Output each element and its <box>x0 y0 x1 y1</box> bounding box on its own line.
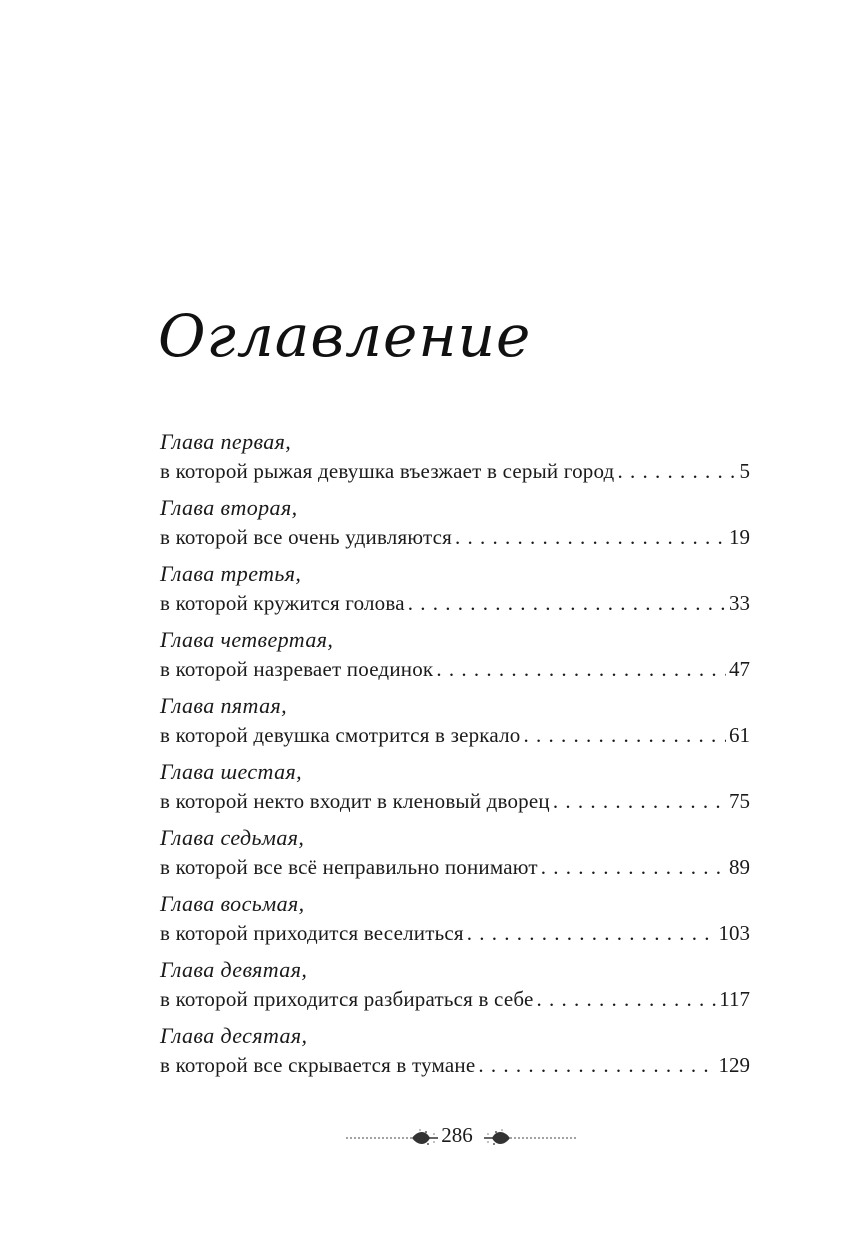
chapter-description: в которой приходится веселиться <box>160 921 464 945</box>
page-footer <box>312 1104 602 1174</box>
chapter-title: Глава восьмая, <box>160 891 305 916</box>
toc-entry-9 <box>160 956 750 1022</box>
toc-entry-5 <box>160 692 750 758</box>
toc-line <box>160 1050 750 1080</box>
dot-leader <box>553 786 726 816</box>
toc-entry-7 <box>160 824 750 890</box>
toc-entry-1 <box>160 428 750 494</box>
page-reference: 47 <box>729 657 750 681</box>
chapter-description: в которой рыжая девушка въезжает в серый город <box>160 459 615 483</box>
flourish-ornament-icon <box>480 1126 580 1150</box>
toc-entry-3 <box>160 560 750 626</box>
dot-leader <box>617 456 736 486</box>
toc-line <box>160 522 750 552</box>
chapter-title: Глава вторая, <box>160 495 298 520</box>
page-reference: 117 <box>719 987 750 1011</box>
dot-leader <box>408 588 726 618</box>
toc-entry-2 <box>160 494 750 560</box>
chapter-description: в которой назревает поединок <box>160 657 434 681</box>
page-title: Оглавление <box>158 302 532 370</box>
chapter-description: в которой некто входит в кленовый дворец <box>160 789 550 813</box>
page-reference: 89 <box>729 855 750 879</box>
chapter-description: в которой все очень удивляются <box>160 525 452 549</box>
chapter-title: Глава седьмая, <box>160 825 305 850</box>
dot-leader <box>436 654 726 684</box>
page-reference: 75 <box>729 789 750 813</box>
toc-entry-6 <box>160 758 750 824</box>
toc-entry-4 <box>160 626 750 692</box>
page-reference: 61 <box>729 723 750 747</box>
toc-line <box>160 654 750 684</box>
chapter-title: Глава первая, <box>160 429 292 454</box>
page-reference: 33 <box>729 591 750 615</box>
chapter-title: Глава десятая, <box>160 1023 308 1048</box>
chapter-title: Глава девятая, <box>160 957 308 982</box>
dot-leader <box>455 522 726 552</box>
toc-line <box>160 852 750 882</box>
toc-line <box>160 984 750 1014</box>
chapter-description: в которой девушка смотрится в зеркало <box>160 723 521 747</box>
chapter-description: в которой все скрывается в тумане <box>160 1053 476 1077</box>
table-of-contents <box>160 428 750 1088</box>
dot-leader <box>541 852 726 882</box>
dot-leader <box>467 918 716 948</box>
chapter-description: в которой все всё неправильно понимают <box>160 855 538 879</box>
dot-leader <box>478 1050 715 1080</box>
page-reference: 103 <box>718 921 750 945</box>
toc-line <box>160 918 750 948</box>
page-reference: 19 <box>729 525 750 549</box>
dot-leader <box>536 984 716 1014</box>
toc-line <box>160 588 750 618</box>
toc-line <box>160 786 750 816</box>
toc-line <box>160 720 750 750</box>
chapter-title: Глава третья, <box>160 561 302 586</box>
chapter-title: Глава четвертая, <box>160 627 334 652</box>
page-reference: 129 <box>718 1053 750 1077</box>
chapter-description: в которой кружится голова <box>160 591 405 615</box>
toc-entry-8 <box>160 890 750 956</box>
chapter-description: в которой приходится разбираться в себе <box>160 987 534 1011</box>
dot-leader <box>523 720 726 750</box>
toc-entry-10 <box>160 1022 750 1088</box>
page-number: 286 <box>441 1123 473 1147</box>
toc-line <box>160 456 750 486</box>
chapter-title: Глава шестая, <box>160 759 303 784</box>
page-reference: 5 <box>739 459 750 483</box>
chapter-title: Глава пятая, <box>160 693 288 718</box>
